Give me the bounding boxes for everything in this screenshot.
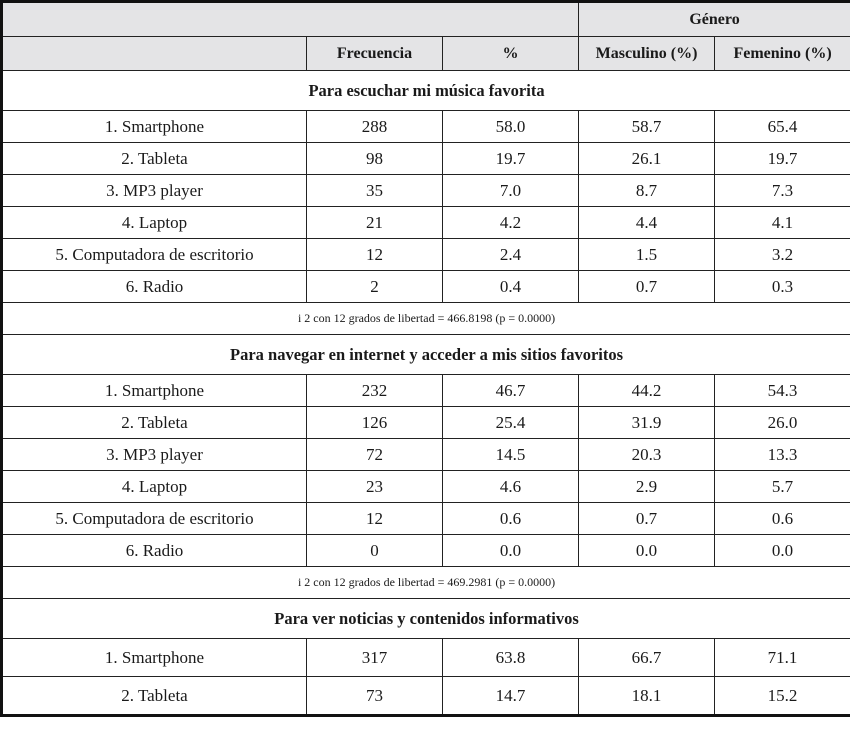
header-row-group <box>2 2 850 37</box>
section-title: Para navegar en internet y acceder a mis sitios favoritos <box>2 335 850 375</box>
row-masc: 18.1 <box>579 677 715 716</box>
row-pct: 46.7 <box>443 375 579 407</box>
row-pct: 0.4 <box>443 271 579 303</box>
header-col-femenino: Femenino (%) <box>715 37 850 71</box>
row-masc: 0.7 <box>579 271 715 303</box>
row-masc: 44.2 <box>579 375 715 407</box>
row-label: 1. Smartphone <box>2 111 307 143</box>
row-freq: 2 <box>307 271 443 303</box>
row-label: 5. Computadora de escritorio <box>2 239 307 271</box>
section-title: Para ver noticias y contenidos informativos <box>2 599 850 639</box>
table-row <box>2 375 850 407</box>
row-pct: 0.6 <box>443 503 579 535</box>
row-pct: 25.4 <box>443 407 579 439</box>
row-masc: 66.7 <box>579 639 715 677</box>
row-masc: 20.3 <box>579 439 715 471</box>
table-row <box>2 471 850 503</box>
row-masc: 4.4 <box>579 207 715 239</box>
row-fem: 0.6 <box>715 503 850 535</box>
row-label: 1. Smartphone <box>2 375 307 407</box>
row-label: 6. Radio <box>2 271 307 303</box>
row-fem: 54.3 <box>715 375 850 407</box>
row-fem: 0.0 <box>715 535 850 567</box>
table-row <box>2 239 850 271</box>
section-title-row <box>2 71 850 111</box>
row-freq: 126 <box>307 407 443 439</box>
row-masc: 26.1 <box>579 143 715 175</box>
row-freq: 12 <box>307 503 443 535</box>
row-label: 4. Laptop <box>2 207 307 239</box>
row-fem: 15.2 <box>715 677 850 716</box>
row-fem: 5.7 <box>715 471 850 503</box>
header-col-masculino: Masculino (%) <box>579 37 715 71</box>
row-pct: 2.4 <box>443 239 579 271</box>
table-row <box>2 143 850 175</box>
row-fem: 13.3 <box>715 439 850 471</box>
table-row <box>2 111 850 143</box>
row-label: 5. Computadora de escritorio <box>2 503 307 535</box>
row-fem: 3.2 <box>715 239 850 271</box>
table-row <box>2 407 850 439</box>
row-pct: 14.7 <box>443 677 579 716</box>
table-row <box>2 535 850 567</box>
row-freq: 232 <box>307 375 443 407</box>
header-col-percent: % <box>443 37 579 71</box>
row-label: 2. Tableta <box>2 407 307 439</box>
row-freq: 72 <box>307 439 443 471</box>
section-title-row <box>2 599 850 639</box>
row-masc: 8.7 <box>579 175 715 207</box>
row-pct: 7.0 <box>443 175 579 207</box>
table-row <box>2 271 850 303</box>
header-blank <box>2 2 579 37</box>
section-title-row <box>2 335 850 375</box>
row-pct: 63.8 <box>443 639 579 677</box>
row-label: 3. MP3 player <box>2 439 307 471</box>
row-label: 6. Radio <box>2 535 307 567</box>
stat-row <box>2 303 850 335</box>
stat-row <box>2 567 850 599</box>
row-label: 4. Laptop <box>2 471 307 503</box>
table-row <box>2 503 850 535</box>
header-col-label <box>2 37 307 71</box>
row-label: 3. MP3 player <box>2 175 307 207</box>
row-masc: 58.7 <box>579 111 715 143</box>
row-pct: 19.7 <box>443 143 579 175</box>
row-freq: 0 <box>307 535 443 567</box>
row-freq: 21 <box>307 207 443 239</box>
header-row-columns <box>2 37 850 71</box>
row-label: 2. Tableta <box>2 677 307 716</box>
row-label: 1. Smartphone <box>2 639 307 677</box>
table-row <box>2 639 850 677</box>
row-pct: 0.0 <box>443 535 579 567</box>
row-freq: 288 <box>307 111 443 143</box>
row-pct: 14.5 <box>443 439 579 471</box>
chi-square-stat: i 2 con 12 grados de libertad = 466.8198 (p = 0.0000) <box>2 303 850 335</box>
table-row <box>2 175 850 207</box>
header-genero: Género <box>579 2 850 37</box>
row-freq: 317 <box>307 639 443 677</box>
row-fem: 19.7 <box>715 143 850 175</box>
table-row <box>2 677 850 716</box>
row-freq: 12 <box>307 239 443 271</box>
row-masc: 2.9 <box>579 471 715 503</box>
row-masc: 31.9 <box>579 407 715 439</box>
row-masc: 1.5 <box>579 239 715 271</box>
row-label: 2. Tableta <box>2 143 307 175</box>
row-fem: 65.4 <box>715 111 850 143</box>
row-freq: 35 <box>307 175 443 207</box>
row-freq: 23 <box>307 471 443 503</box>
row-freq: 73 <box>307 677 443 716</box>
row-fem: 7.3 <box>715 175 850 207</box>
row-masc: 0.7 <box>579 503 715 535</box>
row-pct: 58.0 <box>443 111 579 143</box>
row-fem: 0.3 <box>715 271 850 303</box>
row-fem: 71.1 <box>715 639 850 677</box>
row-fem: 26.0 <box>715 407 850 439</box>
section-title: Para escuchar mi música favorita <box>2 71 850 111</box>
row-freq: 98 <box>307 143 443 175</box>
row-masc: 0.0 <box>579 535 715 567</box>
table-row <box>2 207 850 239</box>
chi-square-stat: i 2 con 12 grados de libertad = 469.2981 (p = 0.0000) <box>2 567 850 599</box>
header-col-frecuencia: Frecuencia <box>307 37 443 71</box>
row-pct: 4.6 <box>443 471 579 503</box>
row-fem: 4.1 <box>715 207 850 239</box>
table-row <box>2 439 850 471</box>
row-pct: 4.2 <box>443 207 579 239</box>
